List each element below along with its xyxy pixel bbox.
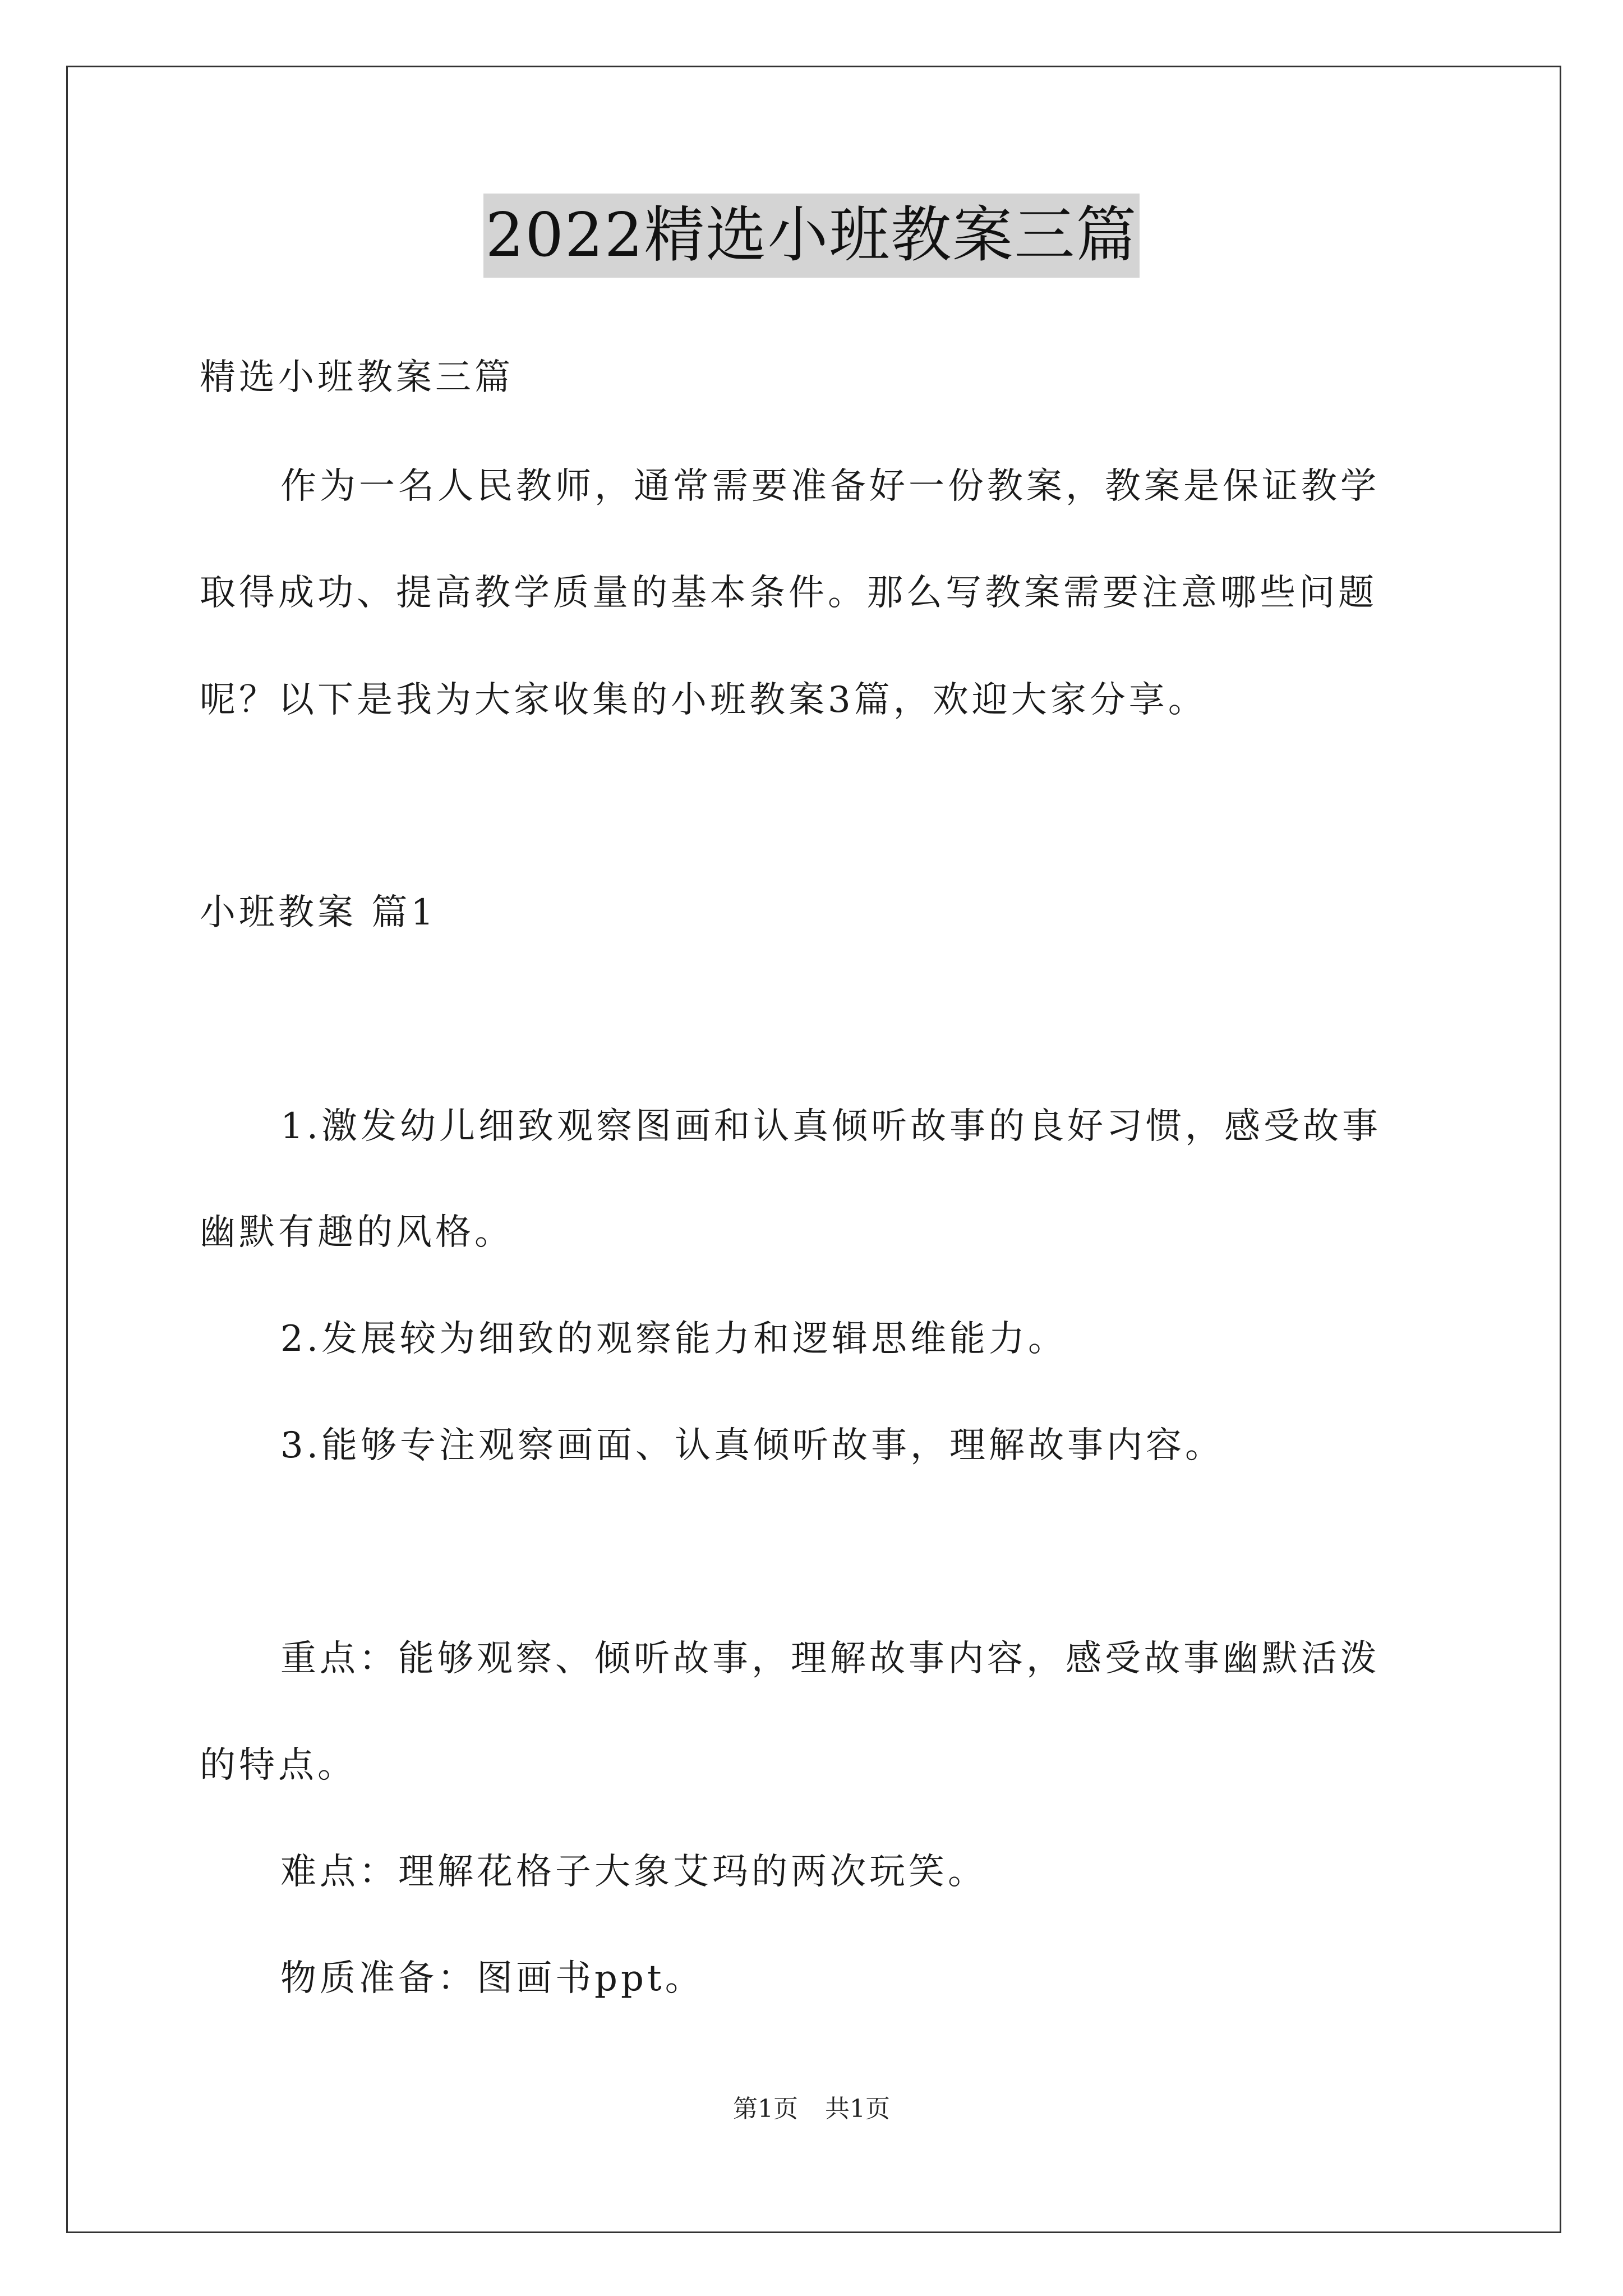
materials-line: 物质准备：图画书ppt。	[280, 1958, 704, 1999]
key-points-line-2: 的特点。	[200, 1745, 357, 1786]
page-footer	[0, 2092, 1623, 2126]
page-total: 共1页	[825, 2095, 890, 2123]
goal-line-1: 1.激发幼儿细致观察图画和认真倾听故事的良好习惯，感受故事	[280, 1106, 1382, 1147]
intro-line-3: 呢？以下是我为大家收集的小班教案3篇，欢迎大家分享。	[200, 679, 1207, 721]
goal-line-3: 2.发展较为细致的观察能力和逻辑思维能力。	[280, 1318, 1068, 1360]
intro-line-1: 作为一名人民教师，通常需要准备好一份教案，教案是保证教学	[280, 466, 1380, 507]
document-title: 2022精选小班教案三篇	[483, 194, 1140, 278]
intro-line-2: 取得成功、提高教学质量的基本条件。那么写教案需要注意哪些问题	[200, 572, 1377, 614]
goal-line-2: 幽默有趣的风格。	[200, 1212, 514, 1253]
goal-line-4: 3.能够专注观察画面、认真倾听故事，理解故事内容。	[280, 1425, 1225, 1466]
section-heading: 小班教案 篇1	[200, 892, 437, 933]
document-subtitle: 精选小班教案三篇	[200, 357, 514, 398]
page-number: 第1页	[733, 2095, 798, 2123]
key-points-line-1: 重点：能够观察、倾听故事，理解故事内容，感受故事幽默活泼	[280, 1638, 1380, 1680]
difficulty-line: 难点：理解花格子大象艾玛的两次玩笑。	[280, 1851, 987, 1893]
title-block	[0, 194, 1623, 278]
